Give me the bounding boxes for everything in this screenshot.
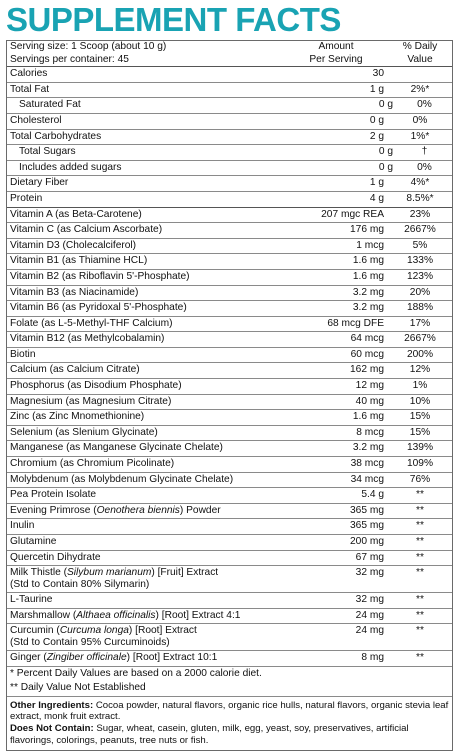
nutrient-name: Vitamin D3 (Cholecalciferol) bbox=[10, 239, 137, 251]
nutrient-dv: 123% bbox=[406, 270, 434, 282]
nutrient-dv: ** bbox=[416, 551, 424, 563]
nutrient-dv: 1% bbox=[412, 380, 428, 392]
serving-size: Serving size: 1 Scoop (about 10 g) bbox=[10, 41, 167, 52]
nutrient-amount: 207 mgc REA bbox=[321, 208, 384, 220]
nutrient-row bbox=[7, 316, 452, 332]
nutrient-name: Calories bbox=[10, 68, 48, 80]
supplement-facts-panel bbox=[6, 0, 457, 751]
servings-per-container: Servings per container: 45 bbox=[10, 53, 129, 65]
nutrient-name: Chromium (as Chromium Picolinate) bbox=[10, 458, 175, 470]
nutrient-amount: 200 mg bbox=[350, 536, 384, 547]
nutrient-amount: 1 g bbox=[369, 83, 384, 95]
nutrient-row bbox=[7, 565, 452, 592]
nutrient-amount: 8 mcg bbox=[356, 426, 384, 438]
nutrient-name: Total Carbohydrates bbox=[10, 130, 102, 142]
nutrient-dv: 2667% bbox=[404, 333, 436, 345]
dv-header-line1: % Daily bbox=[402, 41, 438, 52]
nutrient-name: Calcium (as Calcium Citrate) bbox=[10, 364, 140, 376]
nutrient-amount: 176 mg bbox=[350, 224, 384, 236]
nutrient-dv: 8.5%* bbox=[406, 192, 434, 204]
nutrient-dv: 0% bbox=[417, 161, 432, 173]
nutrient-dv: 139% bbox=[406, 442, 434, 454]
nutrient-dv: 15% bbox=[409, 411, 431, 423]
nutrient-amount: 365 mg bbox=[350, 520, 384, 532]
nutrient-name: Dietary Fiber bbox=[10, 177, 69, 189]
nutrient-row bbox=[7, 456, 452, 472]
header-row bbox=[7, 41, 452, 66]
nutrient-dv: ** bbox=[416, 652, 424, 664]
nutrient-amount: 3.2 mg bbox=[352, 286, 384, 298]
nutrient-amount: 1 mcg bbox=[356, 239, 384, 251]
nutrient-amount: 67 mg bbox=[355, 551, 384, 563]
nutrient-dv: † bbox=[421, 146, 428, 158]
nutrient-amount: 32 mg bbox=[355, 567, 384, 579]
nutrient-amount: 0 g bbox=[378, 146, 393, 158]
nutrient-amount: 40 mg bbox=[355, 395, 384, 407]
nutrient-row bbox=[7, 238, 452, 254]
nutrient-row bbox=[7, 160, 452, 176]
nutrient-row bbox=[7, 300, 452, 316]
nutrient-amount: 162 mg bbox=[350, 364, 384, 376]
nutrient-amount: 3.2 mg bbox=[352, 442, 384, 454]
nutrient-amount: 1 g bbox=[369, 177, 384, 189]
nutrient-row bbox=[7, 650, 452, 666]
nutrient-amount: 12 mg bbox=[355, 380, 384, 392]
macro-rows bbox=[7, 66, 452, 206]
nutrient-dv: 200% bbox=[406, 348, 434, 360]
nutrient-dv: ** bbox=[416, 520, 424, 532]
nutrient-row bbox=[7, 409, 452, 425]
nutrient-dv: 188% bbox=[406, 302, 434, 314]
nutrient-amount: 4 g bbox=[369, 192, 384, 204]
dv-header-line2: Value bbox=[407, 53, 433, 65]
nutrient-amount: 34 mcg bbox=[350, 473, 384, 485]
nutrient-name: Zinc (as Zinc Mnomethionine) bbox=[10, 411, 145, 423]
nutrient-name: Glutamine bbox=[10, 536, 57, 547]
nutrient-row bbox=[7, 394, 452, 410]
other-ingredients: Other Ingredients: Cocoa powder, natural flavors, organic rice hulls, natural flavors, organic stevia leaf extract, monk fruit extract. bbox=[10, 699, 449, 723]
facts-table bbox=[6, 40, 453, 751]
nutrient-amount: 1.6 mg bbox=[352, 270, 384, 282]
nutrient-row bbox=[7, 592, 452, 608]
nutrient-name: Includes added sugars bbox=[19, 161, 122, 173]
nutrient-dv: 5% bbox=[412, 239, 428, 251]
nutrient-name: Total Fat bbox=[10, 83, 50, 95]
panel-title: SUPPLEMENT FACTS bbox=[6, 1, 341, 38]
nutrient-row bbox=[7, 66, 452, 82]
nutrient-name: L-Taurine bbox=[10, 594, 53, 606]
nutrient-amount: 1.6 mg bbox=[352, 255, 384, 267]
nutrient-dv: ** bbox=[416, 609, 424, 621]
nutrient-amount: 8 mg bbox=[361, 652, 384, 664]
daily-value-note: * Percent Daily Values are based on a 2000 calorie diet. bbox=[10, 667, 262, 679]
nutrient-row bbox=[7, 331, 452, 347]
nutrient-amount: 30 bbox=[372, 68, 384, 80]
nutrient-dv: 15% bbox=[409, 426, 431, 438]
nutrient-dv: 2667% bbox=[404, 224, 436, 236]
nutrient-row bbox=[7, 487, 452, 503]
nutrient-name: Vitamin B2 (as Riboflavin 5'-Phosphate) bbox=[10, 270, 190, 282]
amount-header bbox=[284, 41, 388, 66]
nutrient-row bbox=[7, 425, 452, 441]
nutrient-amount: 3.2 mg bbox=[352, 302, 384, 314]
nutrient-dv: 12% bbox=[409, 364, 431, 376]
nutrient-row bbox=[7, 608, 452, 624]
nutrient-amount: 0 g bbox=[369, 114, 384, 126]
nutrient-name: Inulin bbox=[10, 520, 35, 532]
nutrient-amount: 0 g bbox=[378, 99, 393, 111]
ingredients-footer bbox=[7, 696, 452, 750]
nutrient-row bbox=[7, 97, 452, 113]
nutrient-row bbox=[7, 253, 452, 269]
nutrient-name: Selenium (as Slenium Glycinate) bbox=[10, 426, 158, 438]
nutrient-dv: 10% bbox=[409, 395, 431, 407]
nutrient-row bbox=[7, 347, 452, 363]
nutrient-dv: 76% bbox=[409, 473, 431, 485]
nutrient-amount: 1.6 mg bbox=[352, 411, 384, 423]
nutrient-name: Pea Protein Isolate bbox=[10, 489, 97, 501]
nutrient-name: Magnesium (as Magnesium Citrate) bbox=[10, 395, 172, 407]
nutrient-row bbox=[7, 222, 452, 238]
nutrient-name: Folate (as L-5-Methyl-THF Calcium) bbox=[10, 317, 173, 329]
nutrient-name: Protein bbox=[10, 192, 43, 204]
nutrient-name: Saturated Fat bbox=[19, 99, 81, 111]
nutrient-dv: 17% bbox=[409, 317, 431, 329]
nutrient-amount: 24 mg bbox=[355, 625, 384, 637]
nutrient-amount: 32 mg bbox=[355, 594, 384, 606]
nutrient-row bbox=[7, 362, 452, 378]
nutrient-row bbox=[7, 518, 452, 534]
nutrient-name: Evening Primrose (Oenothera biennis) Powder bbox=[10, 504, 221, 516]
notes-row bbox=[7, 666, 452, 696]
nutrient-row bbox=[7, 623, 452, 650]
nutrient-dv: ** bbox=[416, 489, 424, 501]
nutrient-dv: ** bbox=[416, 567, 424, 579]
serving-info bbox=[7, 41, 284, 66]
nutrient-name: Total Sugars bbox=[19, 146, 76, 158]
nutrient-row bbox=[7, 207, 452, 223]
nutrient-dv: 133% bbox=[406, 255, 434, 267]
nutrient-name: Curcumin (Curcuma longa) [Root] Extract (Std to Contain 95% Curcuminoids) bbox=[10, 625, 197, 649]
nutrient-name: Ginger (Zingiber officinale) [Root] Extract 10:1 bbox=[10, 652, 218, 664]
dv-header bbox=[388, 41, 452, 66]
nutrient-dv: 2%* bbox=[410, 83, 430, 95]
amount-header-line1: Amount bbox=[318, 41, 354, 52]
nutrient-dv: 20% bbox=[409, 286, 431, 298]
nutrient-amount: 365 mg bbox=[350, 504, 384, 516]
nutrient-amount: 68 mcg DFE bbox=[327, 317, 384, 329]
nutrient-name: Quercetin Dihydrate bbox=[10, 551, 101, 563]
nutrient-amount: 0 g bbox=[378, 161, 393, 173]
nutrient-row bbox=[7, 175, 452, 191]
nutrient-dv: ** bbox=[416, 536, 424, 547]
nutrient-name: Vitamin B1 (as Thiamine HCL) bbox=[10, 255, 148, 267]
does-not-contain: Does Not Contain: Sugar, wheat, casein, gluten, milk, egg, yeast, soy, preservatives, artificial flavorings, colorings, peanuts, tree nuts or fish. bbox=[10, 722, 409, 746]
nutrient-dv: 0% bbox=[412, 114, 428, 126]
nutrient-row bbox=[7, 129, 452, 145]
not-established-note: ** Daily Value Not Established bbox=[10, 682, 146, 694]
nutrient-amount: 64 mcg bbox=[350, 333, 384, 345]
nutrient-row bbox=[7, 534, 452, 550]
nutrient-name: Marshmallow (Althaea officinalis) [Root] Extract 4:1 bbox=[10, 609, 241, 621]
nutrient-name: Manganese (as Manganese Glycinate Chelate) bbox=[10, 442, 223, 454]
nutrient-dv: ** bbox=[416, 594, 424, 606]
nutrient-name: Milk Thistle (Silybum marianum) [Fruit] Extract (Std to Contain 80% Silymarin) bbox=[10, 567, 219, 591]
nutrient-row bbox=[7, 82, 452, 98]
nutrient-amount: 60 mcg bbox=[350, 348, 384, 360]
nutrient-dv: 4%* bbox=[410, 177, 430, 189]
amount-header-line2: Per Serving bbox=[309, 53, 363, 65]
nutrient-dv: 23% bbox=[409, 208, 431, 220]
nutrient-row bbox=[7, 472, 452, 488]
nutrient-name: Vitamin A (as Beta-Carotene) bbox=[10, 208, 142, 220]
vitamin-rows bbox=[7, 207, 452, 488]
nutrient-row bbox=[7, 378, 452, 394]
nutrient-amount: 2 g bbox=[369, 130, 384, 142]
nutrient-row bbox=[7, 144, 452, 160]
nutrient-row bbox=[7, 269, 452, 285]
nutrient-dv: ** bbox=[416, 625, 424, 637]
nutrient-dv: 109% bbox=[406, 458, 434, 470]
nutrient-amount: 38 mcg bbox=[350, 458, 384, 470]
nutrient-row bbox=[7, 440, 452, 456]
nutrient-dv: ** bbox=[416, 504, 424, 516]
nutrient-row bbox=[7, 503, 452, 519]
nutrient-dv: 1%* bbox=[410, 130, 430, 142]
nutrient-row bbox=[7, 191, 452, 207]
nutrient-name: Vitamin C (as Calcium Ascorbate) bbox=[10, 224, 163, 236]
nutrient-amount: 24 mg bbox=[355, 609, 384, 621]
nutrient-name: Biotin bbox=[10, 348, 36, 360]
nutrient-name: Phosphorus (as Disodium Phosphate) bbox=[10, 380, 182, 392]
nutrient-amount: 5.4 g bbox=[361, 489, 384, 501]
nutrient-dv bbox=[388, 67, 452, 82]
nutrient-row bbox=[7, 113, 452, 129]
nutrient-name: Vitamin B3 (as Niacinamide) bbox=[10, 286, 139, 298]
nutrient-name: Molybdenum (as Molybdenum Glycinate Chelate) bbox=[10, 473, 234, 485]
nutrient-name: Cholesterol bbox=[10, 114, 62, 126]
nutrient-name: Vitamin B6 (as Pyridoxal 5'-Phosphate) bbox=[10, 302, 187, 314]
nutrient-dv: 0% bbox=[417, 99, 432, 111]
nutrient-row bbox=[7, 550, 452, 566]
nutrient-row bbox=[7, 285, 452, 301]
nutrient-name: Vitamin B12 (as Methylcobalamin) bbox=[10, 333, 165, 345]
